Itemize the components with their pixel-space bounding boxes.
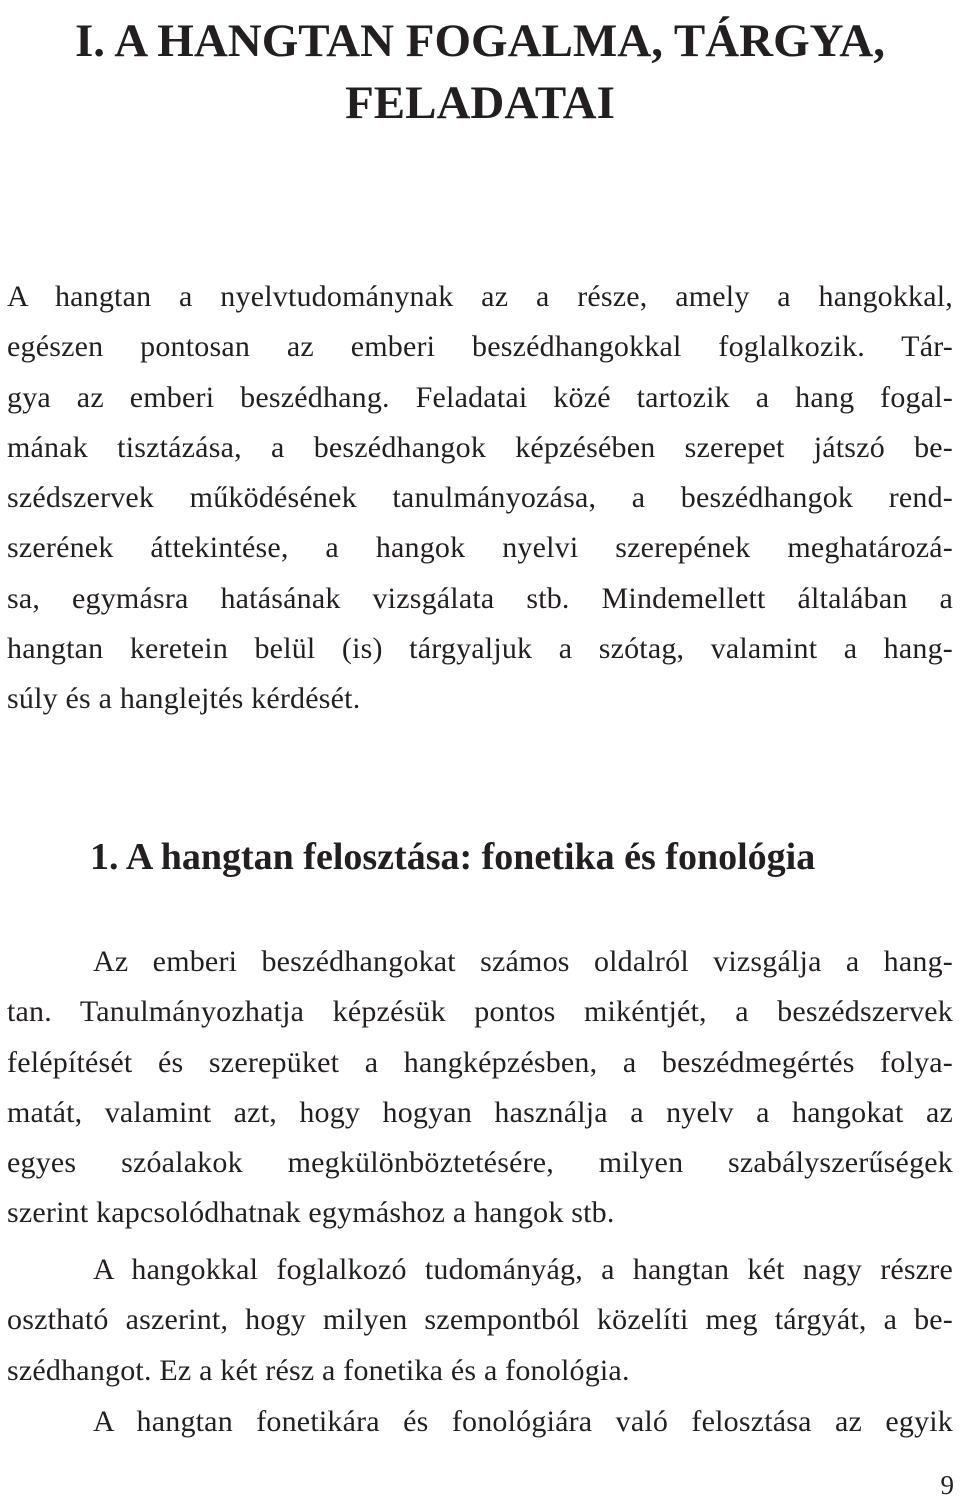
chapter-title-line: FELADATAI [345, 77, 615, 129]
text-line: sa, egymásra hatásának vizsgálata stb. Mindemellett általában a [7, 581, 953, 615]
text-line: gya az emberi beszédhang. Feladatai közé tartozik a hang fogal- [7, 380, 953, 414]
text-line: Az emberi beszédhangokat számos oldalról vizsgálja a hang- [93, 945, 953, 978]
text-line: szédszervek működésének tanulmányozása, a beszédhangok rend- [7, 481, 953, 515]
section-title: 1. A hangtan felosztása: fonetika és fonológia [90, 836, 816, 878]
text-line: szédhangot. Ez a két rész a fonetika és a fonológia. [7, 1353, 630, 1387]
text-line: felépítését és szerepüket a hangképzésben, a beszédmegértés folya- [7, 1045, 953, 1079]
text-line: A hangokkal foglalkozó tudományág, a hangtan két nagy részre [93, 1253, 953, 1286]
text-line: A hangtan fonetikára és fonológiára való felosztása az egyik [93, 1405, 953, 1438]
chapter-title-line: I. A HANGTAN FOGALMA, TÁRGYA, [75, 15, 885, 67]
section-paragraph [7, 937, 953, 1239]
text-line: egyes szóalakok megkülönböztetésére, milyen szabályszerűségek [7, 1146, 953, 1180]
text-line: matát, valamint azt, hogy hogyan használja a nyelv a hangokat az [7, 1095, 953, 1129]
section-paragraph [7, 1245, 953, 1396]
text-line: tan. Tanulmányozhatja képzésük pontos mikéntjét, a beszédszervek [7, 995, 953, 1029]
text-line: mának tisztázása, a beszédhangok képzésében szerepet játszó be- [7, 430, 953, 464]
section-paragraph [7, 1397, 953, 1447]
text-line: egészen pontosan az emberi beszédhangokkal foglalkozik. Tár- [7, 330, 953, 364]
page-number: 9 [940, 1470, 954, 1500]
text-line: szerint kapcsolódhatnak egymáshoz a hangok stb. [7, 1196, 615, 1230]
text-line: A hangtan a nyelvtudománynak az a része, amely a hangokkal, [7, 280, 953, 313]
chapter-title [0, 10, 960, 134]
text-line: súly és a hanglejtés kérdését. [7, 682, 361, 716]
text-line: szerének áttekintése, a hangok nyelvi szerepének meghatározá- [7, 531, 953, 565]
intro-paragraph [7, 272, 953, 725]
text-line: hangtan keretein belül (is) tárgyaljuk a szótag, valamint a hang- [7, 632, 953, 666]
text-line: osztható aszerint, hogy milyen szempontból közelíti meg tárgyát, a be- [7, 1303, 953, 1337]
